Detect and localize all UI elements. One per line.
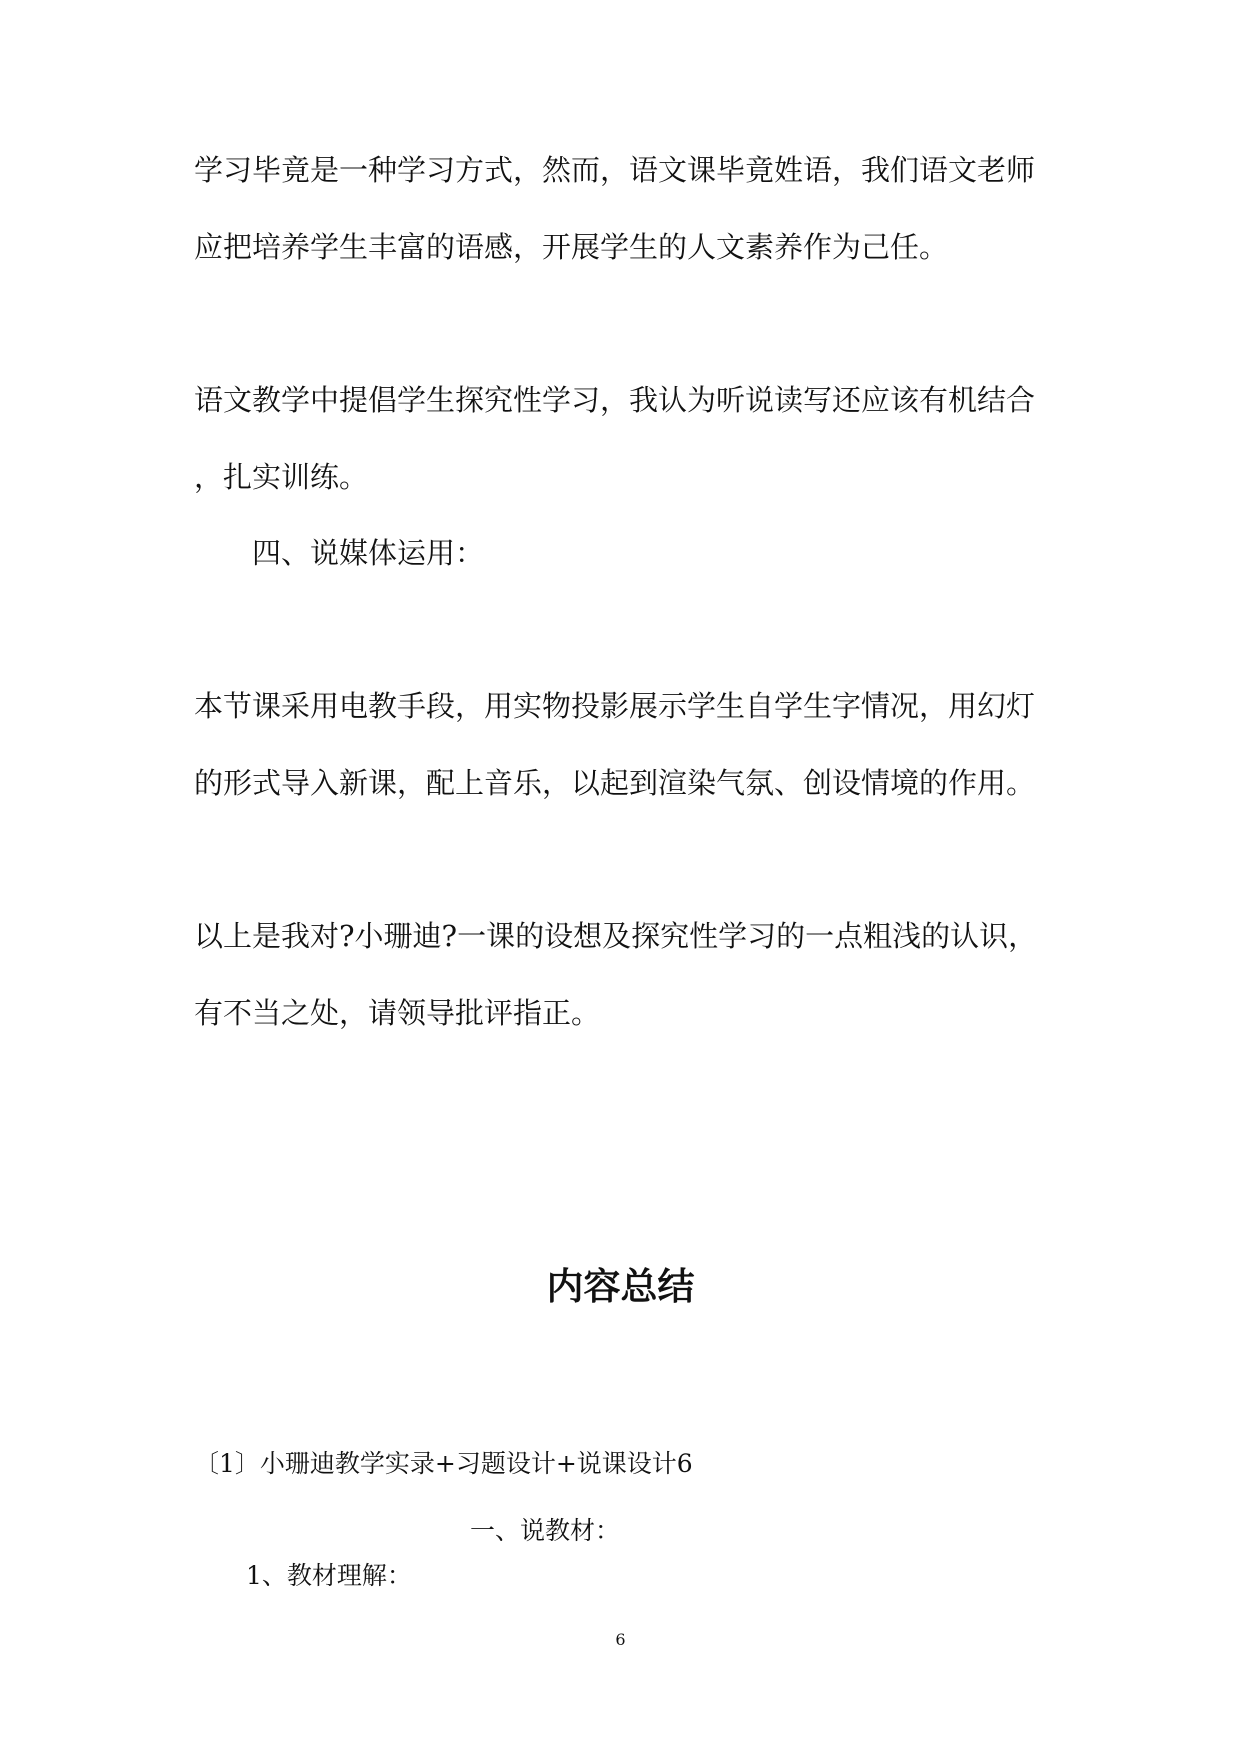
paragraph-4-line-2: 有不当之处，请领导批评指正。 bbox=[194, 996, 601, 1030]
section-4-heading: 四、说媒体运用： bbox=[252, 536, 485, 570]
paragraph-3-line-2: 的形式导入新课，配上音乐，以起到渲染气氛、创设情境的作用。 bbox=[194, 766, 1036, 800]
paragraph-3-line-1: 本节课采用电教手段，用实物投影展示学生自学生字情况，用幻灯 bbox=[194, 689, 1036, 723]
paragraph-1-line-1: 学习毕竟是一种学习方式，然而，语文课毕竟姓语，我们语文老师 bbox=[194, 153, 1036, 187]
summary-item-1: 〔1〕小珊迪教学实录+习题设计+说课设计6 bbox=[194, 1449, 693, 1478]
page-number: 6 bbox=[615, 1630, 626, 1649]
summary-section-heading: 一、说教材： bbox=[470, 1516, 621, 1545]
paragraph-4-line-1: 以上是我对?小珊迪?一课的设想及探究性学习的一点粗浅的认识， bbox=[194, 919, 1038, 953]
summary-title: 内容总结 bbox=[546, 1265, 695, 1308]
paragraph-2-line-1: 语文教学中提倡学生探究性学习，我认为听说读写还应该有机结合 bbox=[194, 383, 1036, 417]
summary-sub-heading: 1、教材理解： bbox=[246, 1561, 412, 1590]
paragraph-2-line-2: ，扎实训练。 bbox=[194, 460, 369, 494]
paragraph-1-line-2: 应把培养学生丰富的语感，开展学生的人文素养作为己任。 bbox=[194, 230, 949, 264]
